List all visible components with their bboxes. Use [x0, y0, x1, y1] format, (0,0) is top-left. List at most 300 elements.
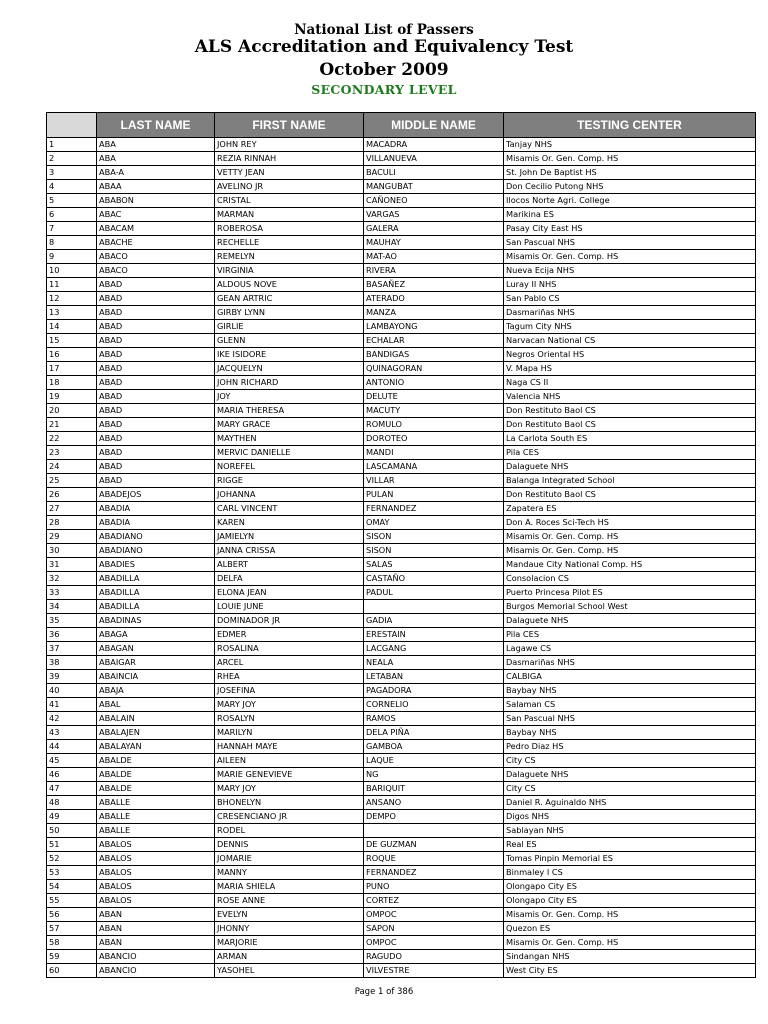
testing-center-cell: Don Restituto Baol CS: [504, 404, 756, 418]
table-row: [47, 278, 756, 292]
testing-center-cell: Misamis Or. Gen. Comp. HS: [504, 530, 756, 544]
table-row: [47, 488, 756, 502]
last-name-cell: ABAD: [97, 432, 215, 446]
middle-name-cell: OMPOC: [364, 936, 504, 950]
testing-center-cell: Digos NHS: [504, 810, 756, 824]
row-number-cell: 59: [47, 950, 97, 964]
table-row: [47, 460, 756, 474]
page-number: Page 1 of 386: [354, 987, 414, 997]
testing-center-cell: San Pascual NHS: [504, 236, 756, 250]
row-number-cell: 52: [47, 852, 97, 866]
table-row: [47, 474, 756, 488]
table-row: [47, 292, 756, 306]
table-row: [47, 264, 756, 278]
testing-center-cell: Puerto Princesa Pilot ES: [504, 586, 756, 600]
column-header-middle-name: MIDDLE NAME: [364, 113, 504, 138]
first-name-cell: RECHELLE: [215, 236, 364, 250]
last-name-cell: ABADEJOS: [97, 488, 215, 502]
row-number-cell: 45: [47, 754, 97, 768]
last-name-cell: ABAD: [97, 278, 215, 292]
last-name-cell: ABAN: [97, 936, 215, 950]
middle-name-cell: BARIQUIT: [364, 782, 504, 796]
testing-center-cell: St. John De Baptist HS: [504, 166, 756, 180]
table-row: [47, 180, 756, 194]
first-name-cell: AVELINO JR: [215, 180, 364, 194]
middle-name-cell: MACUTY: [364, 404, 504, 418]
middle-name-cell: [364, 824, 504, 838]
first-name-cell: ROBEROSA: [215, 222, 364, 236]
middle-name-cell: CORNELIO: [364, 698, 504, 712]
testing-center-cell: Misamis Or. Gen. Comp. HS: [504, 544, 756, 558]
table-row: [47, 754, 756, 768]
first-name-cell: JACQUELYN: [215, 362, 364, 376]
last-name-cell: ABAD: [97, 474, 215, 488]
last-name-cell: ABALLE: [97, 796, 215, 810]
middle-name-cell: CORTEZ: [364, 894, 504, 908]
first-name-cell: IKE ISIDORE: [215, 348, 364, 362]
row-number-cell: 14: [47, 320, 97, 334]
testing-center-cell: Dalaguete NHS: [504, 614, 756, 628]
middle-name-cell: ROQUE: [364, 852, 504, 866]
last-name-cell: ABACO: [97, 264, 215, 278]
first-name-cell: RHEA: [215, 670, 364, 684]
last-name-cell: ABA: [97, 138, 215, 152]
row-number-cell: 25: [47, 474, 97, 488]
middle-name-cell: LETABAN: [364, 670, 504, 684]
table-row: [47, 614, 756, 628]
first-name-cell: LOUIE JUNE: [215, 600, 364, 614]
first-name-cell: MARIE GENEVIEVE: [215, 768, 364, 782]
last-name-cell: ABAIGAR: [97, 656, 215, 670]
middle-name-cell: MANGUBAT: [364, 180, 504, 194]
middle-name-cell: LAMBAYONG: [364, 320, 504, 334]
testing-center-cell: Olongapo City ES: [504, 880, 756, 894]
table-row: [47, 698, 756, 712]
testing-center-cell: Baybay NHS: [504, 684, 756, 698]
middle-name-cell: OMPOC: [364, 908, 504, 922]
table-row: [47, 852, 756, 866]
table-row: [47, 824, 756, 838]
first-name-cell: ARCEL: [215, 656, 364, 670]
table-row: [47, 656, 756, 670]
testing-center-cell: City CS: [504, 782, 756, 796]
testing-center-cell: San Pablo CS: [504, 292, 756, 306]
table-row: [47, 362, 756, 376]
last-name-cell: ABALOS: [97, 852, 215, 866]
testing-center-cell: Olongapo City ES: [504, 894, 756, 908]
last-name-cell: ABAD: [97, 376, 215, 390]
row-number-cell: 6: [47, 208, 97, 222]
first-name-cell: JANNA CRISSA: [215, 544, 364, 558]
middle-name-cell: ECHALAR: [364, 334, 504, 348]
row-number-cell: 27: [47, 502, 97, 516]
last-name-cell: ABACO: [97, 250, 215, 264]
testing-center-cell: Naga CS II: [504, 376, 756, 390]
first-name-cell: BHONELYN: [215, 796, 364, 810]
row-number-cell: 37: [47, 642, 97, 656]
row-number-cell: 31: [47, 558, 97, 572]
row-number-cell: 47: [47, 782, 97, 796]
first-name-cell: AILEEN: [215, 754, 364, 768]
row-number-cell: 38: [47, 656, 97, 670]
row-number-cell: 55: [47, 894, 97, 908]
row-number-cell: 50: [47, 824, 97, 838]
row-number-cell: 16: [47, 348, 97, 362]
first-name-cell: ROSALINA: [215, 642, 364, 656]
row-number-cell: 49: [47, 810, 97, 824]
row-number-cell: 12: [47, 292, 97, 306]
last-name-cell: ABAGA: [97, 628, 215, 642]
middle-name-cell: GAMBOA: [364, 740, 504, 754]
testing-center-cell: Tomas Pinpin Memorial ES: [504, 852, 756, 866]
first-name-cell: ARMAN: [215, 950, 364, 964]
last-name-cell: ABAN: [97, 922, 215, 936]
testing-center-cell: Dasmariñas NHS: [504, 656, 756, 670]
last-name-cell: ABAL: [97, 698, 215, 712]
first-name-cell: ALBERT: [215, 558, 364, 572]
last-name-cell: ABANCIO: [97, 950, 215, 964]
first-name-cell: MARIA SHIELA: [215, 880, 364, 894]
table-row: [47, 684, 756, 698]
middle-name-cell: MAT-AO: [364, 250, 504, 264]
table-row: [47, 166, 756, 180]
testing-center-cell: Pasay City East HS: [504, 222, 756, 236]
testing-center-cell: Don Cecilio Putong NHS: [504, 180, 756, 194]
testing-center-cell: Dalaguete NHS: [504, 460, 756, 474]
row-number-cell: 19: [47, 390, 97, 404]
testing-center-cell: Baybay NHS: [504, 726, 756, 740]
table-row: [47, 404, 756, 418]
testing-center-cell: Sablayan NHS: [504, 824, 756, 838]
middle-name-cell: LAQUE: [364, 754, 504, 768]
first-name-cell: JHONNY: [215, 922, 364, 936]
first-name-cell: MARY JOY: [215, 698, 364, 712]
table-row: [47, 446, 756, 460]
first-name-cell: ELONA JEAN: [215, 586, 364, 600]
testing-center-cell: Salaman CS: [504, 698, 756, 712]
table-row: [47, 908, 756, 922]
testing-center-cell: La Carlota South ES: [504, 432, 756, 446]
middle-name-cell: GALERA: [364, 222, 504, 236]
row-number-cell: 54: [47, 880, 97, 894]
row-number-cell: 7: [47, 222, 97, 236]
testing-center-cell: Binmaley I CS: [504, 866, 756, 880]
middle-name-cell: RAMOS: [364, 712, 504, 726]
first-name-cell: NOREFEL: [215, 460, 364, 474]
testing-center-cell: Negros Oriental HS: [504, 348, 756, 362]
first-name-cell: JOMARIE: [215, 852, 364, 866]
middle-name-cell: GADIA: [364, 614, 504, 628]
first-name-cell: DELFA: [215, 572, 364, 586]
last-name-cell: ABADINAS: [97, 614, 215, 628]
middle-name-cell: MACADRA: [364, 138, 504, 152]
row-number-cell: 46: [47, 768, 97, 782]
table-row: [47, 600, 756, 614]
row-number-cell: 40: [47, 684, 97, 698]
testing-center-cell: Don A. Roces Sci-Tech HS: [504, 516, 756, 530]
last-name-cell: ABAD: [97, 362, 215, 376]
first-name-cell: ROSALYN: [215, 712, 364, 726]
testing-center-cell: Lagawe CS: [504, 642, 756, 656]
last-name-cell: ABALDE: [97, 768, 215, 782]
first-name-cell: EVELYN: [215, 908, 364, 922]
row-number-cell: 10: [47, 264, 97, 278]
last-name-cell: ABAD: [97, 446, 215, 460]
last-name-cell: ABAA: [97, 180, 215, 194]
table-row: [47, 880, 756, 894]
row-number-cell: 39: [47, 670, 97, 684]
last-name-cell: ABALDE: [97, 754, 215, 768]
table-row: [47, 866, 756, 880]
first-name-cell: VIRGINIA: [215, 264, 364, 278]
row-number-cell: 1: [47, 138, 97, 152]
middle-name-cell: DELUTE: [364, 390, 504, 404]
last-name-cell: ABALOS: [97, 880, 215, 894]
first-name-cell: JOHN RICHARD: [215, 376, 364, 390]
last-name-cell: ABALAIN: [97, 712, 215, 726]
middle-name-cell: DEMPO: [364, 810, 504, 824]
first-name-cell: KAREN: [215, 516, 364, 530]
middle-name-cell: ANSANO: [364, 796, 504, 810]
last-name-cell: ABADIANO: [97, 530, 215, 544]
row-number-cell: 30: [47, 544, 97, 558]
row-number-cell: 32: [47, 572, 97, 586]
row-number-cell: 28: [47, 516, 97, 530]
column-header-last-name: LAST NAME: [97, 113, 215, 138]
first-name-cell: MARY JOY: [215, 782, 364, 796]
table-row: [47, 782, 756, 796]
last-name-cell: ABALAJEN: [97, 726, 215, 740]
column-header-first-name: FIRST NAME: [215, 113, 364, 138]
first-name-cell: GEAN ARTRIC: [215, 292, 364, 306]
testing-center-cell: Nueva Ecija NHS: [504, 264, 756, 278]
middle-name-cell: [364, 600, 504, 614]
last-name-cell: ABAJA: [97, 684, 215, 698]
table-row: [47, 306, 756, 320]
table-row: [47, 432, 756, 446]
last-name-cell: ABACAM: [97, 222, 215, 236]
last-name-cell: ABACHE: [97, 236, 215, 250]
table-row: [47, 936, 756, 950]
testing-center-cell: City CS: [504, 754, 756, 768]
testing-center-cell: Balanga Integrated School: [504, 474, 756, 488]
testing-center-cell: Quezon ES: [504, 922, 756, 936]
last-name-cell: ABAD: [97, 404, 215, 418]
first-name-cell: MARILYN: [215, 726, 364, 740]
testing-center-cell: V. Mapa HS: [504, 362, 756, 376]
first-name-cell: JAMIELYN: [215, 530, 364, 544]
first-name-cell: GIRLIE: [215, 320, 364, 334]
table-row: [47, 810, 756, 824]
test-title: ALS Accreditation and Equivalency Test: [194, 37, 574, 57]
table-row: [47, 964, 756, 978]
testing-center-cell: CALBIGA: [504, 670, 756, 684]
testing-center-cell: Narvacan National CS: [504, 334, 756, 348]
first-name-cell: MERVIC DANIELLE: [215, 446, 364, 460]
test-date: October 2009: [319, 60, 449, 80]
middle-name-cell: ATERADO: [364, 292, 504, 306]
middle-name-cell: VILVESTRE: [364, 964, 504, 978]
row-number-cell: 48: [47, 796, 97, 810]
testing-center-cell: Consolacion CS: [504, 572, 756, 586]
row-number-cell: 4: [47, 180, 97, 194]
last-name-cell: ABADIES: [97, 558, 215, 572]
middle-name-cell: NG: [364, 768, 504, 782]
table-row: [47, 516, 756, 530]
column-header-number: [47, 113, 97, 138]
middle-name-cell: SISON: [364, 544, 504, 558]
row-number-cell: 21: [47, 418, 97, 432]
first-name-cell: MAYTHEN: [215, 432, 364, 446]
last-name-cell: ABAD: [97, 348, 215, 362]
last-name-cell: ABAINCIA: [97, 670, 215, 684]
table-row: [47, 502, 756, 516]
row-number-cell: 11: [47, 278, 97, 292]
first-name-cell: DENNIS: [215, 838, 364, 852]
last-name-cell: ABALDE: [97, 782, 215, 796]
middle-name-cell: ANTONIO: [364, 376, 504, 390]
row-number-cell: 33: [47, 586, 97, 600]
middle-name-cell: FERNANDEZ: [364, 866, 504, 880]
middle-name-cell: VILLAR: [364, 474, 504, 488]
row-number-cell: 24: [47, 460, 97, 474]
testing-center-cell: Pila CES: [504, 628, 756, 642]
row-number-cell: 43: [47, 726, 97, 740]
middle-name-cell: LACGANG: [364, 642, 504, 656]
first-name-cell: RODEL: [215, 824, 364, 838]
table-row: [47, 642, 756, 656]
row-number-cell: 57: [47, 922, 97, 936]
list-title: National List of Passers: [294, 22, 474, 38]
testing-center-cell: Daniel R. Aguinaldo NHS: [504, 796, 756, 810]
table-row: [47, 586, 756, 600]
middle-name-cell: BANDIGAS: [364, 348, 504, 362]
passers-table: [46, 112, 756, 978]
middle-name-cell: FERNANDEZ: [364, 502, 504, 516]
row-number-cell: 42: [47, 712, 97, 726]
testing-center-cell: Marikina ES: [504, 208, 756, 222]
table-row: [47, 194, 756, 208]
last-name-cell: ABAD: [97, 320, 215, 334]
table-row: [47, 138, 756, 152]
first-name-cell: JOSEFINA: [215, 684, 364, 698]
table-row: [47, 418, 756, 432]
middle-name-cell: ERESTAIN: [364, 628, 504, 642]
row-number-cell: 34: [47, 600, 97, 614]
table-row: [47, 544, 756, 558]
table-row: [47, 348, 756, 362]
middle-name-cell: RAGUDO: [364, 950, 504, 964]
table-row: [47, 236, 756, 250]
middle-name-cell: MANZA: [364, 306, 504, 320]
last-name-cell: ABADILLA: [97, 600, 215, 614]
testing-center-cell: Valencia NHS: [504, 390, 756, 404]
testing-center-cell: Real ES: [504, 838, 756, 852]
last-name-cell: ABAD: [97, 460, 215, 474]
middle-name-cell: BASAÑEZ: [364, 278, 504, 292]
first-name-cell: HANNAH MAYE: [215, 740, 364, 754]
last-name-cell: ABALOS: [97, 894, 215, 908]
table-row: [47, 768, 756, 782]
first-name-cell: VETTY JEAN: [215, 166, 364, 180]
first-name-cell: MARY GRACE: [215, 418, 364, 432]
middle-name-cell: OMAY: [364, 516, 504, 530]
last-name-cell: ABANCIO: [97, 964, 215, 978]
last-name-cell: ABABON: [97, 194, 215, 208]
testing-center-cell: Tagum City NHS: [504, 320, 756, 334]
last-name-cell: ABAGAN: [97, 642, 215, 656]
row-number-cell: 53: [47, 866, 97, 880]
testing-center-cell: Dasmariñas NHS: [504, 306, 756, 320]
table-row: [47, 558, 756, 572]
middle-name-cell: PAGADORA: [364, 684, 504, 698]
testing-center-cell: Burgos Memorial School West: [504, 600, 756, 614]
table-row: [47, 796, 756, 810]
first-name-cell: MARIA THERESA: [215, 404, 364, 418]
testing-center-cell: Zapatera ES: [504, 502, 756, 516]
middle-name-cell: LASCAMANA: [364, 460, 504, 474]
first-name-cell: CARL VINCENT: [215, 502, 364, 516]
row-number-cell: 8: [47, 236, 97, 250]
last-name-cell: ABADIA: [97, 516, 215, 530]
table-row: [47, 922, 756, 936]
testing-center-cell: Mandaue City National Comp. HS: [504, 558, 756, 572]
row-number-cell: 41: [47, 698, 97, 712]
testing-center-cell: Luray II NHS: [504, 278, 756, 292]
testing-center-cell: Misamis Or. Gen. Comp. HS: [504, 908, 756, 922]
testing-center-cell: West City ES: [504, 964, 756, 978]
last-name-cell: ABAD: [97, 390, 215, 404]
testing-center-cell: Sindangan NHS: [504, 950, 756, 964]
last-name-cell: ABADILLA: [97, 572, 215, 586]
last-name-cell: ABAN: [97, 908, 215, 922]
middle-name-cell: RIVERA: [364, 264, 504, 278]
last-name-cell: ABAD: [97, 418, 215, 432]
row-number-cell: 9: [47, 250, 97, 264]
middle-name-cell: DELA PIÑA: [364, 726, 504, 740]
middle-name-cell: VILLANUEVA: [364, 152, 504, 166]
last-name-cell: ABA-A: [97, 166, 215, 180]
row-number-cell: 18: [47, 376, 97, 390]
testing-center-cell: Dalaguete NHS: [504, 768, 756, 782]
middle-name-cell: SALAS: [364, 558, 504, 572]
last-name-cell: ABADIA: [97, 502, 215, 516]
last-name-cell: ABAD: [97, 306, 215, 320]
first-name-cell: ROSE ANNE: [215, 894, 364, 908]
testing-center-cell: Misamis Or. Gen. Comp. HS: [504, 250, 756, 264]
middle-name-cell: ROMULO: [364, 418, 504, 432]
row-number-cell: 35: [47, 614, 97, 628]
first-name-cell: ALDOUS NOVE: [215, 278, 364, 292]
first-name-cell: YASOHEL: [215, 964, 364, 978]
middle-name-cell: DE GUZMAN: [364, 838, 504, 852]
testing-center-cell: Don Restituto Baol CS: [504, 488, 756, 502]
first-name-cell: JOHN REY: [215, 138, 364, 152]
last-name-cell: ABAD: [97, 334, 215, 348]
first-name-cell: GIRBY LYNN: [215, 306, 364, 320]
middle-name-cell: DOROTEO: [364, 432, 504, 446]
middle-name-cell: CASTAÑO: [364, 572, 504, 586]
table-row: [47, 712, 756, 726]
table-row: [47, 250, 756, 264]
middle-name-cell: QUINAGORAN: [364, 362, 504, 376]
table-row: [47, 334, 756, 348]
middle-name-cell: VARGAS: [364, 208, 504, 222]
middle-name-cell: CAÑONEO: [364, 194, 504, 208]
table-row: [47, 208, 756, 222]
table-row: [47, 628, 756, 642]
middle-name-cell: BACULI: [364, 166, 504, 180]
